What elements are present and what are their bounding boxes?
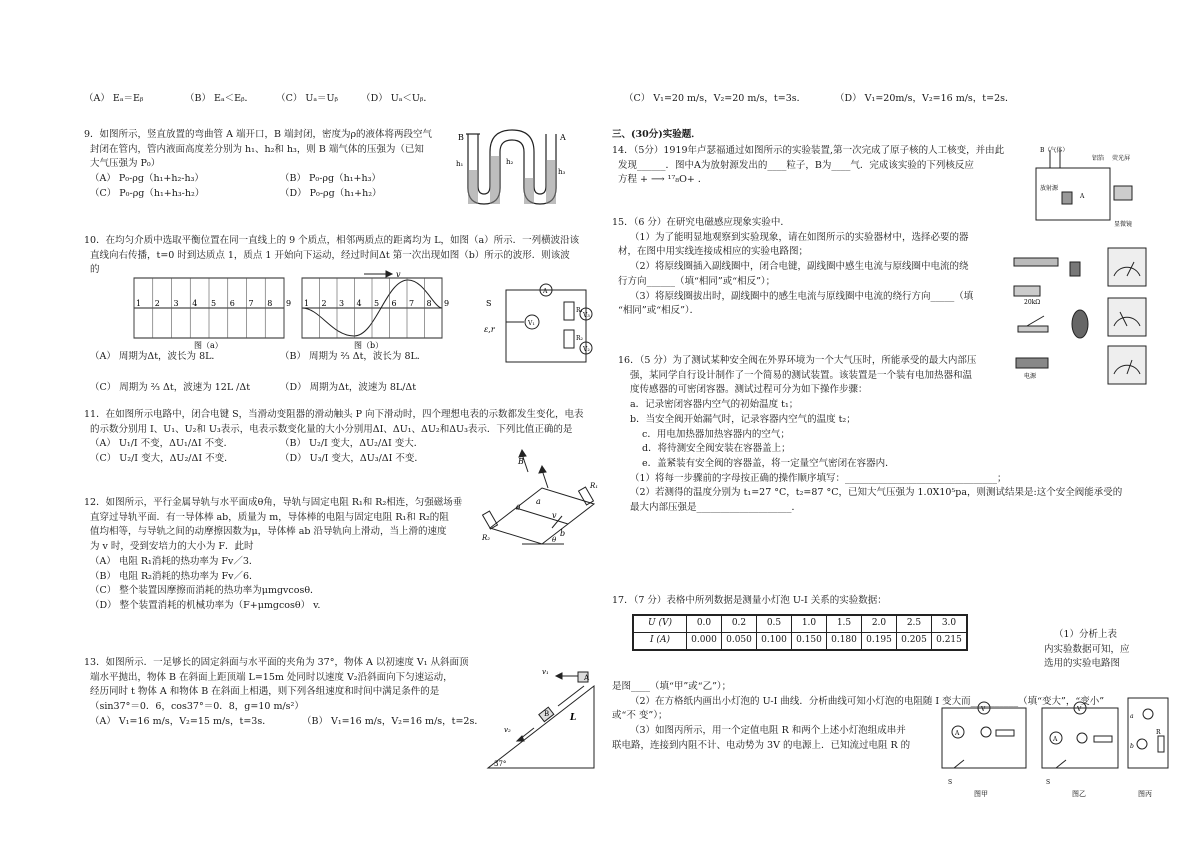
q12-line: 12．如图所示，平行金属导轨与水平面成θ角，导轨与固定电阻 R₁和 R₂相连，匀强磁场垂 (84, 497, 463, 508)
q16-line: （2）若测得的温度分别为 t₁=27 °C，t₂=87 °C，已知大气压强为 1.0X10⁵pa，则测试结果是:这个安全阀能承受的 (630, 487, 1123, 499)
q14-line: 发现______．图中A为放射源发出的____粒子，B为____气．完成该实验的下列核反应 (618, 159, 974, 171)
q17-ammeter-icon: A (1053, 736, 1058, 743)
q10-point-label: 3 (173, 299, 179, 308)
q11-option-d: （D） U₃/I 变大，ΔU₃/ΔI 不变． (280, 453, 424, 465)
q14-label-window: 铝箔 (1092, 155, 1105, 162)
q17-line: （3）如图丙所示，用一个定值电阻 R 和两个上述小灯泡组成串并 (630, 725, 906, 737)
q9-line: 封闭在管内，管内液面高度差分别为 h₁、h₂和 h₃，则 B 端气体的压强为（已知 (90, 143, 424, 155)
q16-step: b．当安全阀开始漏气时，记录容器内空气的温度 t₂； (630, 413, 856, 425)
q9-option-a: （A） P₀-ρg（h₁+h₂-h₃） (90, 173, 204, 185)
table-cell-header: U (V) (633, 615, 687, 632)
q13-line: 13．如图所示．一足够长的固定斜面与水平面的夹角为 37°，物体 A 以初速度 V₁ 从斜面顶 (84, 657, 469, 668)
q11-v2-icon: V₂ (583, 346, 590, 353)
table-cell: 2.5 (897, 615, 932, 632)
q9-line: 大气压强为 P₀） (90, 158, 161, 170)
q15-label-power: 电源 (1024, 373, 1037, 380)
q16-step: a．记录密闭容器内空气的初始温度 t₁； (630, 399, 799, 411)
q13-option-a: （A） V₁=16 m/s，V₂=15 m/s，t=3s． (90, 715, 272, 727)
q15-line: 15．（6 分）在研究电磁感应现象实验中． (612, 217, 790, 228)
q10-point-label: 4 (192, 299, 198, 308)
q17-fig-caption: 图乙 (1072, 790, 1086, 798)
q10-line: 10．在均匀介质中选取平衡位置在同一直线上的 9 个质点，相邻两质点的距离均为 L，如图（a）所示．一列横波沿该 (84, 235, 580, 246)
q15-label-resistor: 20kΩ (1024, 299, 1041, 306)
q15-line: （2）将原线圈插入副线圈中，闭合电键，副线圈中感生电流与原线圈中电流的绕 (630, 261, 969, 273)
q12-label-theta: θ (516, 504, 521, 512)
q16-step: e．盖紧装有安全阀的容器盖，将一定量空气密闭在容器内． (642, 458, 895, 470)
q17-label-a: a (1130, 713, 1134, 720)
q9-label-h2: h₂ (506, 158, 514, 166)
q8-option-a: （A） Eₐ＝Eᵦ (84, 93, 144, 104)
q10-point-label: 9 (444, 299, 450, 308)
q11-v3-icon: V₃ (583, 312, 590, 319)
q14-line: 方程 + ⟶ ¹⁷₈O+ ． (618, 174, 708, 186)
q12-label-a: a (536, 497, 541, 506)
q10-point-label: 6 (229, 299, 235, 308)
q12-option-a: （A） 电阻 R₁消耗的热功率为 Fv／3． (90, 555, 259, 567)
table-row (633, 615, 967, 632)
section-heading: 三、(30分)实验题． (612, 129, 701, 140)
q17-side-line: 内实验数据可知，应 (1044, 643, 1130, 655)
table-cell: 0.050 (722, 632, 757, 649)
q13-incline-figure (484, 662, 604, 772)
q9-u-tube-figure (456, 130, 568, 208)
q10-fig-a-caption: 图（a） (194, 341, 223, 350)
question-16 (612, 354, 1122, 516)
q10-line: 直线向右传播，t=0 时到达质点 1，质点 1 开始向下运动，经过时间Δt 第一次出现如图（b）所示的波形．则该波 (90, 249, 570, 261)
q15-line: （3）将原线圈拔出时，副线圈中的感生电流与原线圈中电流的绕行方向_____（填 (630, 290, 974, 302)
q16-step: d．将待测安全阀安装在容器盖上； (642, 443, 791, 455)
table-cell: 0.2 (722, 615, 757, 632)
question-14 (612, 144, 1004, 188)
table-cell: 0.5 (757, 615, 792, 632)
question-9 (84, 128, 432, 202)
q14-label-screen: 荧光屏 (1112, 155, 1131, 162)
table-cell: 0.000 (687, 632, 722, 649)
table-cell: 0.205 (897, 632, 932, 649)
table-cell: 2.0 (862, 615, 897, 632)
q17-label-s: S (948, 779, 953, 786)
q13-label-v1: v₁ (542, 668, 549, 676)
q9-label-h3: h₃ (558, 168, 566, 176)
q10-point-label: 8 (426, 299, 432, 308)
q11-v1-icon: V₁ (528, 320, 535, 327)
q12-line: 直穿过导轨平面．有一导体棒 ab，质量为 m，导体棒的电阻与固定电阻 R₁和 R₂的阻 (90, 511, 449, 523)
q12-label-b: b (560, 529, 566, 538)
q12-label-v: v (552, 511, 557, 520)
q11-label-r1: R₁ (576, 307, 583, 314)
question-13 (84, 656, 484, 730)
q10-point-label: 1 (304, 299, 310, 308)
q16-step: c．用电加热器加热容器内的空气； (642, 428, 790, 440)
q10-point-label: 8 (267, 299, 273, 308)
q10-point-label: 9 (286, 299, 292, 308)
q11-circuit-figure (484, 282, 594, 370)
q10-option-c: （C） 周期为 ⅔ Δt，波速为 12L /Δt (90, 381, 251, 393)
table-cell: 0.0 (687, 615, 722, 632)
q14-label-source: 放射源 (1040, 185, 1059, 192)
q10-point-label: 3 (339, 299, 345, 308)
q11-option-a: （A） U₁/I 不变，ΔU₁/ΔI 不变． (90, 438, 234, 450)
q13-line: 端水平抛出，物体 B 在斜面上距顶端 L=15m 处同时以速度 V₂沿斜面向下匀速运动， (90, 671, 453, 683)
q12-option-d: （D） 整个装置消耗的机械功率为（F+μmgcosθ） v. (90, 600, 321, 612)
q16-line: 强，某同学自行设计制作了一个简易的测试装置。该装置是一个装有电加热器和温 (630, 369, 973, 381)
q8-option-c: （C） Uₐ＝Uᵦ (276, 93, 338, 104)
q8-options (84, 92, 433, 107)
q17-side-line: （1）分析上表 (1054, 629, 1118, 640)
q10-point-label: 5 (211, 299, 217, 308)
q17-label-b: b (1130, 743, 1134, 750)
q13-label-angle: 37° (494, 760, 507, 768)
question-17-intro: 17．（7 分）表格中所列数据是测量小灯泡 U-I 关系的实验数据： (612, 595, 887, 606)
q9-label-b: B (458, 133, 464, 142)
q11-label-r2: R₂ (576, 335, 583, 342)
q16-line: 最大内部压强是____________________． (630, 502, 802, 514)
table-cell: 1.5 (827, 615, 862, 632)
table-cell: 0.150 (792, 632, 827, 649)
q17-data-table (632, 614, 968, 651)
q11-option-c: （C） U₂/I 变大，ΔU₂/ΔI 不变． (90, 453, 234, 465)
q12-label-theta: θ (552, 536, 557, 544)
q13-option-c: （C） V₁=20 m/s，V₂=20 m/s，t=3s． (624, 93, 807, 104)
q17-fig-caption: 图丙 (1138, 790, 1152, 798)
q10-wave-figures (124, 266, 450, 350)
q14-label-a: A (1080, 193, 1085, 200)
q11-ammeter-icon: A (543, 288, 548, 295)
q9-line: 9．如图所示，竖直放置的弯曲管 A 端开口，B 端封闭，密度为ρ的液体将两段空气 (84, 129, 433, 140)
q13-option-d: （D） V₁=20m/s，V₂=16 m/s，t=2s． (835, 93, 1015, 104)
q11-line: 11．在如图所示电路中，闭合电键 S，当滑动变阻器的滑动触头 P 向下滑动时，四个理想电表的示数都发生变化，电表 (84, 409, 584, 420)
q9-label-h1: h₁ (456, 160, 464, 168)
q8-option-b: （B） Eₐ＜Eᵦ． (185, 93, 255, 104)
question-12 (84, 496, 462, 614)
q10-options (84, 350, 426, 395)
q10-option-b: （B） 周期为 ⅔ Δt，波长为 8L． (280, 351, 427, 362)
q13-label-b: B (544, 710, 550, 718)
q13-options-continued (624, 92, 1015, 107)
q10-point-label: 2 (321, 299, 327, 308)
q17-voltmeter-icon: V (981, 706, 986, 713)
q13-label-v2: v₂ (504, 726, 511, 734)
q16-line: （1）将每一步骤前的字母按正确的操作顺序填写：________________________________； (630, 472, 1007, 484)
q17-line: 联电路，连接到内阻不计、电动势为 3V 的电源上．已知流过电阻 R 的 (612, 739, 911, 751)
table-cell: 1.0 (792, 615, 827, 632)
q17-label-r: R (1156, 729, 1161, 736)
question-15 (612, 216, 973, 319)
table-cell: 3.0 (932, 615, 968, 632)
q9-label-a: A (560, 133, 566, 142)
table-cell-header: I (A) (633, 632, 687, 649)
q12-rails-figure (482, 448, 602, 548)
table-row (633, 632, 967, 649)
q14-label-scope: 显微镜 (1114, 221, 1133, 228)
q14-label-b: B（气体） (1040, 147, 1069, 154)
q13-option-b: （B） V₁=16 m/s，V₂=16 m/s，t=2s． (302, 715, 484, 727)
q9-option-c: （C） P₀-ρg（h₁+h₃-h₂） (90, 187, 205, 199)
q12-option-c: （C） 整个装置因摩擦而消耗的热功率为μmgvcosθ． (90, 585, 320, 597)
q10-point-label: 2 (154, 299, 160, 308)
q14-line: 14．（5分）1919年卢瑟福通过如图所示的实验装置,第一次完成了原子核的人工核变，并由此 (612, 145, 1005, 156)
q12-option-b: （B） 电阻 R₂消耗的热功率为 Fv／6． (90, 570, 259, 582)
q10-velocity-label: v (396, 270, 401, 279)
q13-line: （sin37°＝0．6，cos37°＝0．8，g=10 m/s²） (90, 701, 304, 713)
q16-line: 度传感器的可密闭容器。测试过程可分为如下操作步骤： (630, 384, 868, 396)
q10-point-label: 1 (136, 299, 142, 308)
q12-label-r1: R₁ (590, 482, 599, 490)
q17-side-text (1044, 628, 1130, 672)
table-cell: 0.195 (862, 632, 897, 649)
q10-line: 的 (90, 264, 100, 276)
q15-line: 材，在图中用实线连接成相应的实验电路图； (618, 246, 809, 258)
q17-side-line: 选用的实验电路图 (1044, 658, 1121, 670)
q17-fig-caption: 图甲 (974, 790, 988, 798)
table-cell: 0.100 (757, 632, 792, 649)
q10-option-a: （A） 周期为Δt，波长为 8L． (90, 351, 221, 362)
q11-label-s: S (486, 299, 492, 308)
q11-label-e: ε,r (484, 325, 495, 334)
q15-line: 行方向______（填“相同”或“相反”）； (618, 275, 776, 287)
q10-point-label: 4 (356, 299, 362, 308)
table-cell: 0.215 (932, 632, 968, 649)
q10-point-label: 5 (374, 299, 380, 308)
q17-voltmeter-icon: V (1077, 706, 1082, 713)
q10-point-label: 7 (248, 299, 254, 308)
q12-line: 为 v 时，受到安培力的大小为 F．此时 (90, 541, 254, 553)
q12-label-r2: R₂ (482, 534, 491, 542)
q10-point-label: 7 (409, 299, 415, 308)
q15-line: “相同”或“相反”）． (618, 305, 700, 317)
q17-line: 或“不 变”）； (612, 710, 668, 722)
q12-label-b-field: B (518, 457, 524, 466)
q8-option-d: （D） Uₐ＜Uᵦ． (361, 93, 433, 104)
q11-option-b: （B） U₂/I 变大，ΔU₂/ΔI 变大． (280, 438, 424, 450)
q14-apparatus-figure (1030, 144, 1136, 228)
q11-line: 的示数分别用 I、U₁、U₂和 U₃表示，电表示数变化量的大小分别用ΔI、ΔU₁、ΔU₂和ΔU₃表示．下列比值正确的是 (90, 423, 573, 435)
q16-line: 16．（5 分）为了测试某种安全阀在外界环境为一个大气压时，所能承受的最大内部压 (618, 355, 977, 366)
q17-ammeter-icon: A (955, 730, 960, 737)
q9-option-d: （D） P₀-ρg（h₁+h₂） (280, 187, 382, 199)
table-cell: 0.180 (827, 632, 862, 649)
q13-label-l: L (570, 713, 577, 723)
q17-line: 是图____（填“甲”或“乙”）； (612, 681, 732, 692)
q17-circuit-figures (934, 698, 1174, 798)
q17-label-s: S (1046, 779, 1051, 786)
q13-line: 经历同时 t 物体 A 和物体 B 在斜面上相遇，则下列各组速度和时间中满足条件的是 (90, 686, 440, 698)
q13-label-a: A (584, 674, 590, 682)
q10-fig-b-caption: 图（b） (354, 341, 384, 350)
q12-line: 值均相等，与导轨之间的动摩擦因数为μ，导体棒 ab 沿导轨向上滑动，当上滑的速度 (90, 526, 447, 538)
q10-option-d: （D） 周期为Δt，波速为 8L/Δt (280, 381, 417, 393)
q15-line: （1）为了能明显地观察到实验现象，请在如图所示的实验器材中，选择必要的器 (630, 231, 969, 243)
q9-option-b: （B） P₀-ρg（h₁+h₃） (280, 173, 381, 185)
q17-line: （2）在方格纸内画出小灯泡的 U-I 曲线．分析曲线可知小灯泡的电阻随 I 变大而__________（填“变大”，“变小” (630, 695, 1105, 707)
q10-point-label: 6 (391, 299, 397, 308)
